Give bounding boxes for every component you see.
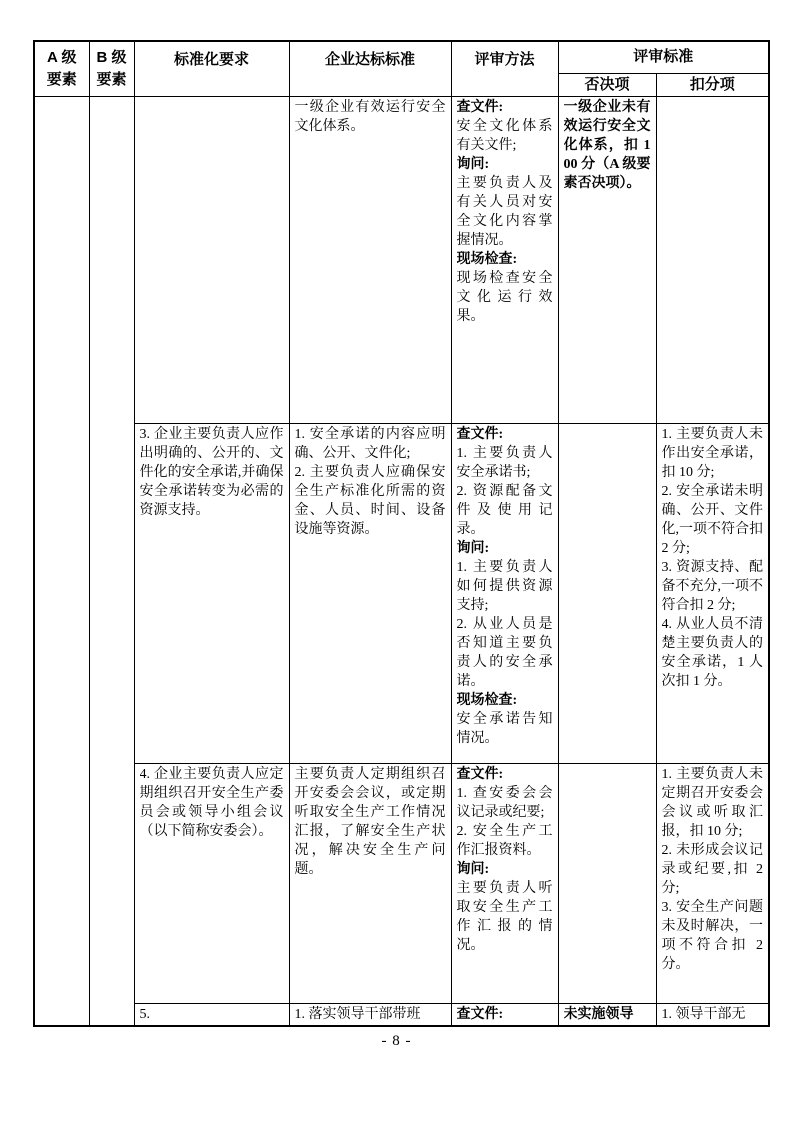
- cell-deduction-item: [656, 763, 769, 1003]
- cell-line: 5.: [139, 1006, 150, 1022]
- header-b-line1: B 级: [96, 48, 127, 66]
- cell-line: 安全承诺告知情况。: [456, 711, 553, 746]
- header-cell-b-level: [89, 41, 134, 96]
- cell-line: 查文件:: [456, 1006, 504, 1022]
- cell-line: 查文件:: [456, 766, 504, 782]
- cell-line: 主要负责人及有关人员对安全文化内容掌握情况。: [456, 175, 553, 248]
- page-number: - 8 -: [381, 1033, 412, 1049]
- cell-line: 3. 安全生产问题未及时解决，一项不符合扣 2 分。: [661, 899, 764, 972]
- cell-enterprise-standard: [289, 423, 451, 763]
- cell-line: 2. 从业人员是否知道主要负责人的安全承诺。: [456, 616, 553, 689]
- cell-line: 2. 资源配备文件及使用记录。: [456, 483, 553, 537]
- cell-line: 1. 查安委会会议记录或纪要;: [456, 785, 553, 820]
- cell-b-level-empty: [89, 96, 134, 1026]
- cell-line: 询问:: [456, 156, 490, 172]
- cell-standardization-requirement: [134, 1003, 289, 1026]
- cell-line: 3. 资源支持、配备不充分,一项不符合扣 2 分;: [661, 559, 764, 613]
- cell-line: 2. 主要负责人应确保安全生产标准化所需的资金、人员、时间、设备设施等资源。: [294, 464, 446, 537]
- cell-veto-item: [558, 763, 656, 1003]
- cell-enterprise-standard: [289, 763, 451, 1003]
- cell-deduction-item: [656, 96, 769, 423]
- cell-line: 1. 领导干部无: [661, 1006, 746, 1022]
- table-row: [34, 763, 769, 1003]
- cell-line: 查文件:: [456, 99, 504, 115]
- table-row: [34, 1003, 769, 1026]
- header-cell-enterprise-standard: 企业达标标准: [289, 41, 451, 96]
- cell-veto-item: [558, 1003, 656, 1026]
- header-cell-deduction-item: 扣分项: [656, 73, 769, 96]
- cell-standardization-requirement: [134, 96, 289, 423]
- cell-review-method: [451, 1003, 558, 1026]
- cell-line: 查文件:: [456, 426, 504, 442]
- cell-line: 询问:: [456, 540, 490, 556]
- cell-line: 1. 主要负责人未作出安全承诺，扣 10 分;: [661, 426, 764, 480]
- header-b-line2: 要素: [96, 70, 127, 88]
- cell-line: 1. 主要负责人未定期召开安委会会议或听取汇报，扣 10 分;: [661, 766, 764, 839]
- cell-line: 2. 未形成会议记录或纪要,扣 2 分;: [661, 842, 764, 896]
- cell-line: 1. 落实领导干部带班: [294, 1006, 421, 1022]
- cell-deduction-item: [656, 1003, 769, 1026]
- cell-line: 询问:: [456, 861, 490, 877]
- cell-line: 2. 安全生产工作汇报资料。: [456, 823, 553, 858]
- cell-line: 未实施领导: [563, 1006, 634, 1022]
- cell-review-method: [451, 423, 558, 763]
- cell-line: 安全文化体系有关文件;: [456, 118, 553, 153]
- header-cell-veto-item: 否决项: [558, 73, 656, 96]
- cell-line: 一级企业未有效运行安全文化体系，扣 100 分（A 级要素否决项）。: [563, 99, 651, 191]
- header-cell-standardization-requirement: 标准化要求: [134, 41, 289, 96]
- cell-line: 2. 安全承诺未明确、公开、文件化,一项不符合扣 2 分;: [661, 483, 764, 556]
- cell-veto-item: [558, 423, 656, 763]
- header-cell-review-method: 评审方法: [451, 41, 558, 96]
- cell-enterprise-standard: [289, 96, 451, 423]
- header-row-1: [34, 41, 769, 73]
- cell-a-level-empty: [34, 96, 89, 1026]
- cell-line: 3. 企业主要负责人应作出明确的、公开的、文件化的安全承诺,并确保安全承诺转变为必需的资源支持。: [139, 426, 284, 518]
- cell-standardization-requirement: [134, 763, 289, 1003]
- header-cell-review-standard: 评审标准: [558, 41, 769, 73]
- cell-line: 一级企业有效运行安全文化体系。: [294, 99, 446, 134]
- cell-veto-item: [558, 96, 656, 423]
- cell-line: 主要负责人听取安全生产工作汇报的情况。: [456, 880, 553, 953]
- cell-standardization-requirement: [134, 423, 289, 763]
- cell-line: 现场检查安全文化运行效果。: [456, 270, 553, 324]
- cell-deduction-item: [656, 423, 769, 763]
- cell-review-method: [451, 96, 558, 423]
- cell-line: 1. 主要负责人如何提供资源支持;: [456, 559, 553, 613]
- cell-line: 1. 主要负责人安全承诺书;: [456, 445, 553, 480]
- cell-review-method: [451, 763, 558, 1003]
- header-cell-a-level: [34, 41, 89, 96]
- cell-enterprise-standard: [289, 1003, 451, 1026]
- cell-line: 4. 从业人员不清楚主要负责人的安全承诺，1 人次扣 1 分。: [661, 616, 764, 689]
- header-a-line1: A 级: [47, 48, 77, 66]
- table-row: [34, 96, 769, 423]
- cell-line: 4. 企业主要负责人应定期组织召开安全生产委员会或领导小组会议（以下简称安委会）。: [139, 766, 284, 839]
- cell-line: 1. 安全承诺的内容应明确、公开、文件化;: [294, 426, 446, 461]
- review-table: [33, 40, 770, 1027]
- cell-line: 现场检查:: [456, 251, 518, 267]
- table-row: [34, 423, 769, 763]
- cell-line: 现场检查:: [456, 692, 518, 708]
- header-a-line2: 要素: [46, 70, 77, 88]
- cell-line: 主要负责人定期组织召开安委会会议，或定期听取安全生产工作情况汇报，了解安全生产状况，解决安全生产问题。: [294, 766, 446, 877]
